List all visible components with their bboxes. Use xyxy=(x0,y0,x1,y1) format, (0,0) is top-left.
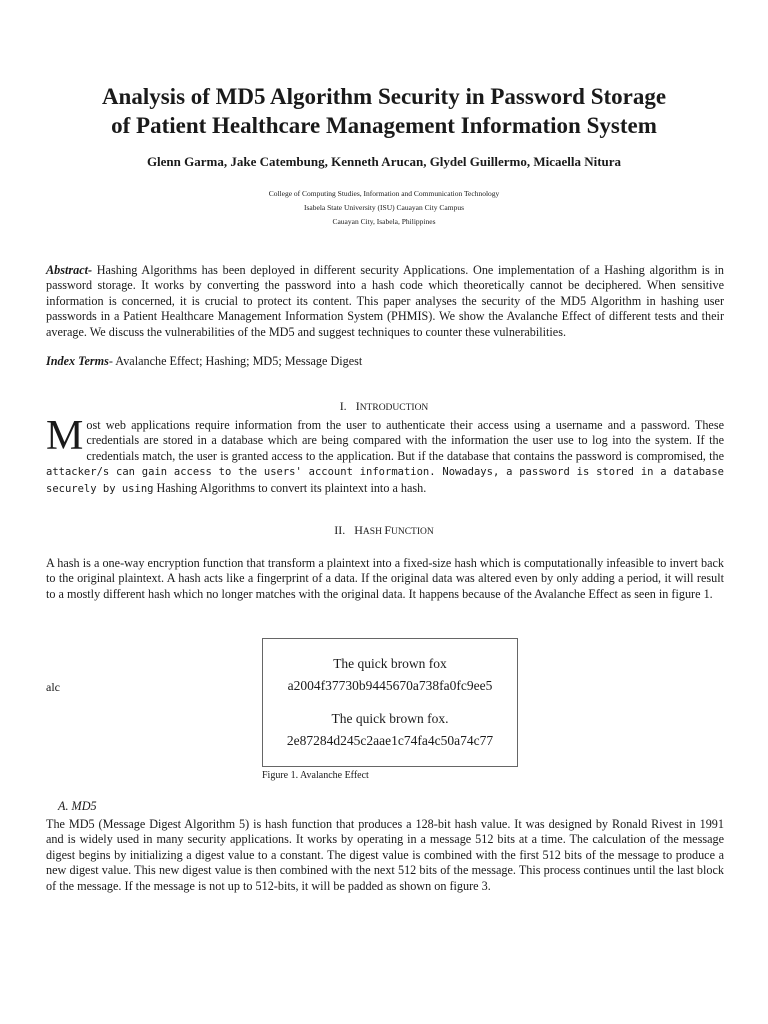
index-terms xyxy=(46,354,724,369)
abstract-label: Abstract- xyxy=(46,263,93,277)
affiliation-block xyxy=(40,187,728,229)
figure-plaintext-2: The quick brown fox. xyxy=(331,711,449,726)
affiliation-line-2: Isabela State University (ISU) Cauayan City Campus xyxy=(304,203,464,212)
affiliation-line-1: College of Computing Studies, Information and Communication Technology xyxy=(268,189,500,198)
md5-paragraph: The MD5 (Message Digest Algorithm 5) is hash function that produces a 128-bit hash value. It was designed by Ronald Rivest in 1991 and is widely used in many security applications. It works by operating in a message 512 bits at a time. The calculation of the message digest begins by initializing a digest value to a constant. The digest value is combined with the first 512 bits of the message to produce a new digest value. This new digest value is then combined with the next 512 bits of the message. This process continues until the last block of the message. If the message is not up to 512-bits, it will be padded as shown on figure 3. xyxy=(46,817,724,893)
figure-hash-1: a2004f37730b9445670a738fa0fc9ee5 xyxy=(287,678,493,693)
figure-1-caption: Figure 1. Avalanche Effect xyxy=(262,770,369,781)
intro-text-handwritten: attacker/s can gain access to the users' account information. Nowadays, a password is stored in a database securely by using xyxy=(46,466,724,495)
affiliation-line-3: Cauayan City, Isabela, Philippines xyxy=(332,217,436,226)
figure-hash-2: 2e87284d245c2aae1c74fa4c50a74c77 xyxy=(286,733,494,748)
figure-plaintext-1: The quick brown fox xyxy=(333,656,447,671)
intro-text-part-2: Hashing Algorithms to convert its plaintext into a hash. xyxy=(153,480,427,495)
paper-title xyxy=(40,82,728,140)
index-terms-label: Index Terms xyxy=(46,354,109,368)
title-line-2: of Patient Healthcare Management Information System xyxy=(111,113,657,138)
abstract-paragraph xyxy=(46,263,724,340)
hash-function-paragraph: A hash is a one-way encryption function that transform a plaintext into a fixed-size hash which is computationally infeasible to invert back to the original plaintext. A hash acts like a fingerprint of a data. If the original data was altered even by only adding a period, it will result to a mostly different hash which no longer matches with the original data. It happens because of the Avalanche Effect as seen in figure 1. xyxy=(46,556,724,601)
stray-text: alc xyxy=(46,680,60,694)
abstract-text: Hashing Algorithms has been deployed in different security Applications. One implementation of a Hashing algorithm is in password storage. It works by converting the password into a hash code which theoretically cannot be deciphered. When sensitive information is concerned, it is crucial to protect its content. This paper analyses the security of the MD5 Algorithm in hashing user passwords in a Patient Healthcare Management Information System (PHMIS). We show the Avalanche Effect of different tests and their average. We discuss the vulnerabilities of the MD5 and suggest techniques to counter these vulnerabilities. xyxy=(46,263,724,339)
section-heading-introduction xyxy=(40,399,728,414)
section-heading-hash-function xyxy=(40,523,728,538)
introduction-paragraph xyxy=(46,413,724,497)
section-title-initial-2: F xyxy=(384,523,391,537)
author-list: Glenn Garma, Jake Catembung, Kenneth Arucan, Glydel Guillermo, Micaella Nitura xyxy=(146,154,622,169)
title-line-1: Analysis of MD5 Algorithm Security in Password Storage xyxy=(101,84,667,109)
section-title-initial-1: H xyxy=(354,523,363,537)
section-numeral: II. xyxy=(334,523,346,537)
drop-cap: M xyxy=(46,413,84,459)
intro-text-part-1: ost web applications require information from the user to authenticate their access using a username and a password. These credentials are stored in a database which are being compared with the information the user use to log into the system. If the credentials match, the user is granted access to the application. But if the database that contains the password is compromised, the xyxy=(86,418,724,463)
section-title-initial: I xyxy=(355,399,360,413)
section-title-rest-2: UNCTION xyxy=(391,527,434,537)
figure-1-box xyxy=(262,638,518,767)
section-title-rest-1: ASH xyxy=(362,527,385,537)
index-terms-text: - Avalanche Effect; Hashing; MD5; Message Digest xyxy=(108,354,363,368)
section-title-rest: NTRODUCTION xyxy=(359,403,429,413)
subsection-heading-md5: A. MD5 xyxy=(58,799,97,813)
section-numeral: I. xyxy=(339,399,347,413)
